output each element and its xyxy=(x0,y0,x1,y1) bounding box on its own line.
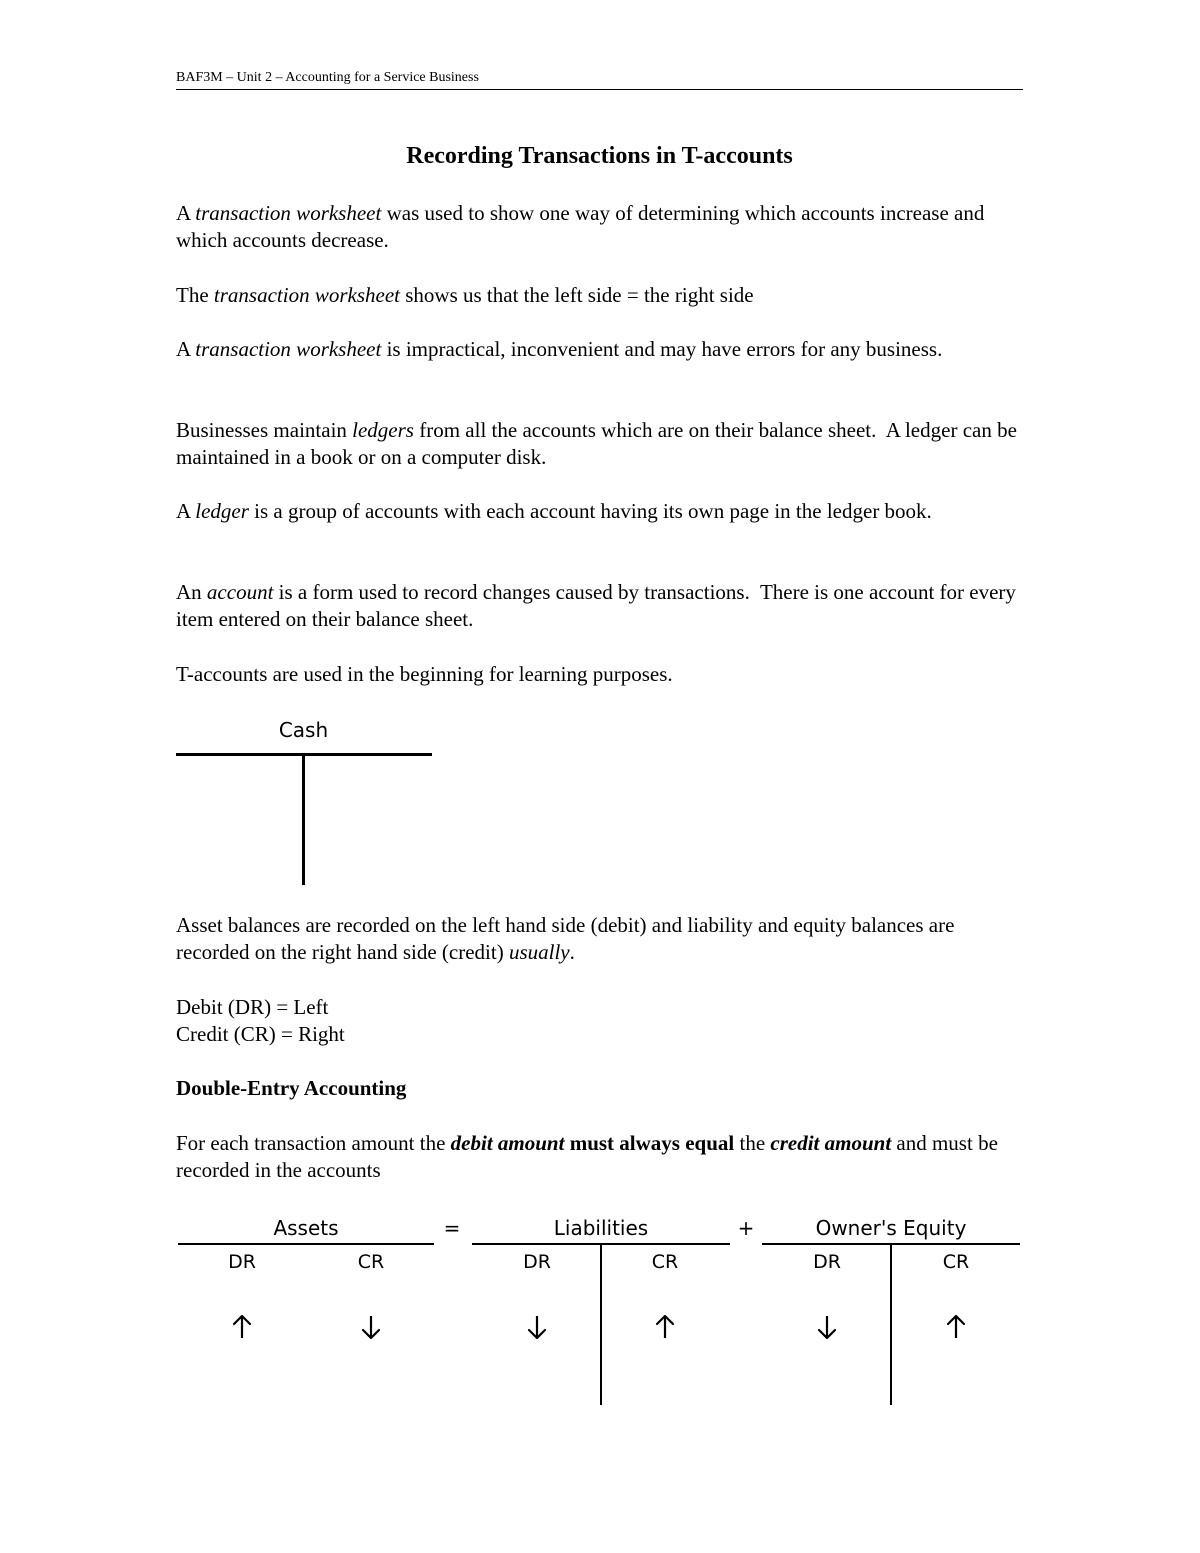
italic-term: transaction worksheet xyxy=(195,337,382,361)
italic-term: ledger xyxy=(195,499,249,523)
text: was used to show one way of determining which accounts increase and which accounts decrease. xyxy=(176,201,990,252)
paragraph-5 xyxy=(176,498,1026,525)
text: is a form used to record changes caused by transactions. There is one account for every item entered on their balance sheet. xyxy=(176,580,1022,631)
equity-cr-arrow-icon xyxy=(936,1312,976,1342)
equity-dr-label: DR xyxy=(813,1251,841,1273)
paragraph-7: T-accounts are used in the beginning for learning purposes. xyxy=(176,662,673,686)
assets-dr-arrow-icon xyxy=(222,1312,262,1342)
liabilities-label: Liabilities xyxy=(553,1216,649,1240)
text: Asset balances are recorded on the left hand side (debit) and liability and equity balances are recorded on the right hand side (credit) xyxy=(176,913,960,964)
assets-underline xyxy=(178,1243,434,1245)
bold-italic-term: credit amount xyxy=(770,1131,892,1155)
text: A xyxy=(176,499,196,523)
equity-divider xyxy=(890,1245,892,1405)
paragraph-9 xyxy=(176,1130,1026,1184)
bold-italic-term: debit amount xyxy=(450,1131,565,1155)
italic-term: ledgers xyxy=(352,418,414,442)
text: shows us that the left side = the right side xyxy=(399,283,754,307)
paragraph-6 xyxy=(176,579,1026,633)
text: is a group of accounts with each account having its own page in the ledger book. xyxy=(248,499,932,523)
paragraph-2 xyxy=(176,282,1026,309)
text: and must be recorded in the accounts xyxy=(176,1131,1004,1182)
page-title: Recording Transactions in T-accounts xyxy=(406,143,793,169)
italic-term: usually xyxy=(508,940,570,964)
section-heading: Double-Entry Accounting xyxy=(176,1076,407,1100)
text: Businesses maintain xyxy=(176,418,353,442)
text: the xyxy=(734,1131,771,1155)
liabilities-cr-label: CR xyxy=(651,1251,679,1273)
italic-term: transaction worksheet xyxy=(195,201,382,225)
assets-cr-arrow-icon xyxy=(351,1312,391,1342)
taccount-title: Cash xyxy=(278,718,329,742)
equity-cr-label: CR xyxy=(942,1251,970,1273)
italic-term: account xyxy=(206,580,274,604)
equity-label: Owner's Equity xyxy=(815,1216,967,1240)
debit-line: Debit (DR) = Left xyxy=(176,995,329,1019)
assets-label: Assets xyxy=(273,1216,339,1240)
credit-line: Credit (CR) = Right xyxy=(176,1022,345,1046)
equals-sign: = xyxy=(443,1216,461,1240)
paragraph-8 xyxy=(176,912,1026,966)
text: A xyxy=(176,337,196,361)
liabilities-divider xyxy=(600,1245,602,1405)
text: For each transaction amount the xyxy=(176,1131,451,1155)
text: from all the accounts which are on their balance sheet. A ledger can be maintained in a book or on a computer disk. xyxy=(176,418,1023,469)
paragraph-3 xyxy=(176,336,1026,363)
page-header: BAF3M – Unit 2 – Accounting for a Service Business xyxy=(176,70,1023,90)
assets-dr-label: DR xyxy=(228,1251,256,1273)
liabilities-dr-label: DR xyxy=(523,1251,551,1273)
taccount-stem xyxy=(302,753,305,885)
assets-cr-label: CR xyxy=(357,1251,385,1273)
text: The xyxy=(176,283,214,307)
paragraph-4 xyxy=(176,417,1026,471)
liabilities-cr-arrow-icon xyxy=(645,1312,685,1342)
text: A xyxy=(176,201,196,225)
text: An xyxy=(176,580,207,604)
equity-dr-arrow-icon xyxy=(807,1312,847,1342)
paragraph-1 xyxy=(176,200,1026,254)
italic-term: transaction worksheet xyxy=(213,283,400,307)
text: . xyxy=(569,940,575,964)
text: is impractical, inconvenient and may have errors for any business. xyxy=(381,337,943,361)
liabilities-dr-arrow-icon xyxy=(517,1312,557,1342)
bold-term: must always equal xyxy=(564,1131,735,1155)
plus-sign: + xyxy=(737,1216,755,1240)
